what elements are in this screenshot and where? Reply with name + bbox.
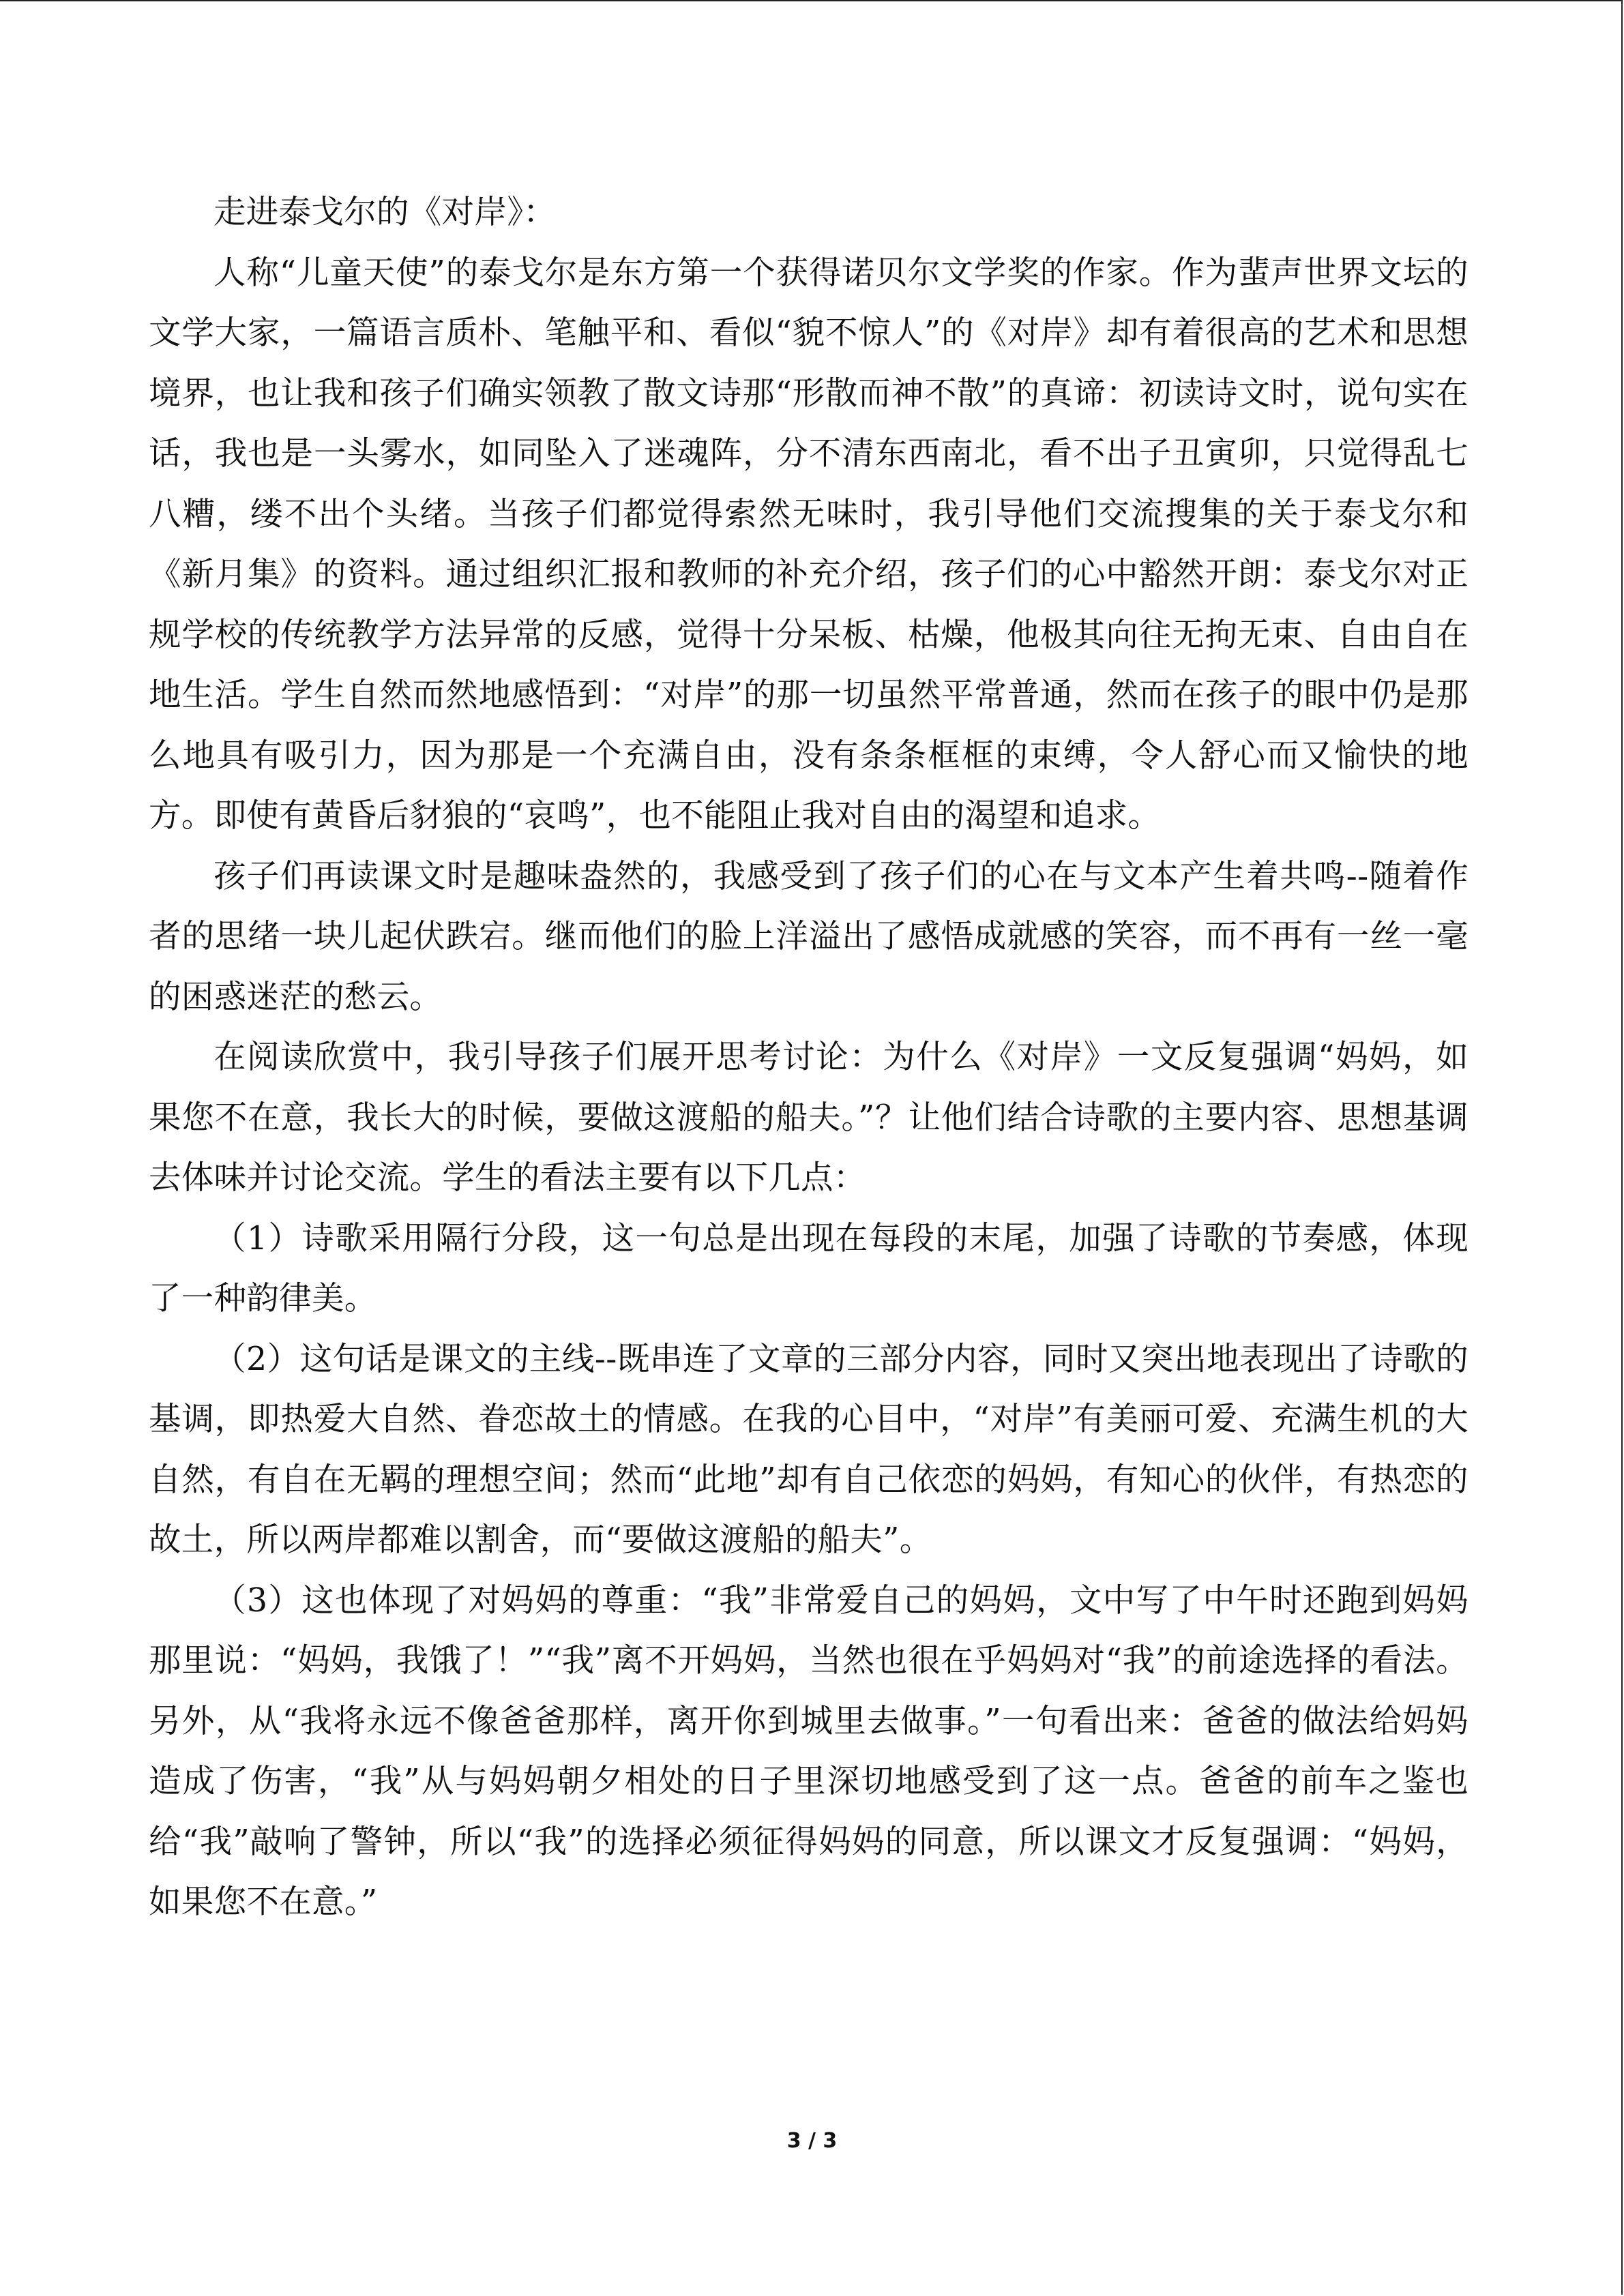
section-heading: 走进泰戈尔的《对岸》： [213, 194, 557, 231]
list-item-point-1: （1）诗歌采用隔行分段，这一句总是出现在每段的末尾，加强了诗歌的节奏感，体现了一种韵律美。 [149, 1219, 1468, 1317]
paragraph-discussion: 在阅读欣赏中，我引导孩子们展开思考讨论：为什么《对岸》一文反复强调“妈妈，如果您不在意，我长大的时候，要做这渡船的船夫。”？让他们结合诗歌的主要内容、思想基调去体味并讨论交流。学生的看法主要有以下几点： [149, 1039, 1468, 1197]
paragraph-intro-tagore: 人称“儿童天使”的泰戈尔是东方第一个获得诺贝尔文学奖的作家。作为蜚声世界文坛的文学大家，一篇语言质朴、笔触平和、看似“貌不惊人”的《对岸》却有着很高的艺术和思想境界，也让我和孩子们确实领教了散文诗那“形散而神不散”的真谛：初读诗文时，说句实在话，我也是一头雾水，如同坠入了迷魂阵，分不清东西南北，看不出子丑寅卯，只觉得乱七八糟，缕不出个头绪。当孩子们都觉得索然无味时，我引导他们交流搜集的关于泰戈尔和《新月集》的资料。通过组织汇报和教师的补充介绍，孩子们的心中豁然开朗：泰戈尔对正规学校的传统教学方法异常的反感，觉得十分呆板、枯燥，他极其向往无拘无束、自由自在地生活。学生自然而然地感悟到：“对岸”的那一切虽然平常普通，然而在孩子的眼中仍是那么地具有吸引力，因为那是一个充满自由，没有条条框框的束缚，令人舒心而又愉快的地方。即使有黄昏后豺狼的“哀鸣”，也不能阻止我对自由的渴望和追求。 [149, 254, 1468, 835]
document-body [149, 183, 1468, 1933]
paragraph-rereading: 孩子们再读课文时是趣味盎然的，我感受到了孩子们的心在与文本产生着共鸣--随着作者的思绪一块儿起伏跌宕。继而他们的脸上洋溢出了感悟成就感的笑容，而不再有一丝一毫的困惑迷茫的愁云。 [149, 857, 1468, 1016]
list-item-point-2: （2）这句话是课文的主线--既串连了文章的三部分内容，同时又突出地表现出了诗歌的基调，即热爱大自然、眷恋故土的情感。在我的心目中，“对岸”有美丽可爱、充满生机的大自然，有自在无羁的理想空间；然而“此地”却有自己依恋的妈妈，有知心的伙伴，有热恋的故土，所以两岸都难以割舍，而“要做这渡船的船夫”。 [149, 1340, 1468, 1559]
list-item-point-3: （3）这也体现了对妈妈的尊重：“我”非常爱自己的妈妈，文中写了中午时还跑到妈妈那里说：“妈妈，我饿了！”“我”离不开妈妈，当然也很在乎妈妈对“我”的前途选择的看法。另外，从“我将永远不像爸爸那样，离开你到城里去做事。”一句看出来：爸爸的做法给妈妈造成了伤害，“我”从与妈妈朝夕相处的日子里深切地感受到了这一点。爸爸的前车之鉴也给“我”敲响了警钟，所以“我”的选择必须征得妈妈的同意，所以课文才反复强调：“妈妈，如果您不在意。” [149, 1581, 1468, 1921]
page-number: 3 / 3 [786, 2129, 838, 2153]
